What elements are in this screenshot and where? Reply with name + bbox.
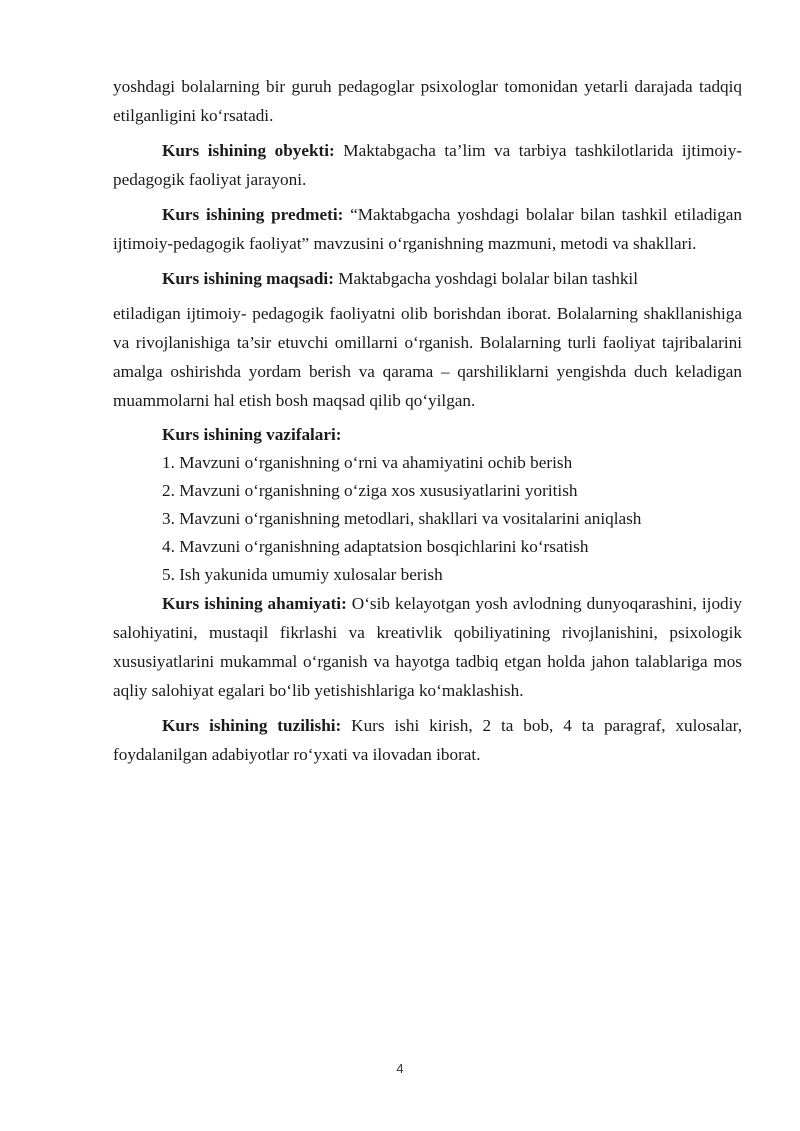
subject-paragraph <box>113 200 742 258</box>
tasks-label: Kurs ishining vazifalari: <box>162 425 342 444</box>
object-text: Maktabgacha ta’lim va tarbiya tashkilotlarida ijtimoiy-pedagogik faoliyat jarayoni. <box>113 141 743 189</box>
intro-continuation-paragraph: yoshdagi bolalarning bir guruh pedagoglar psixologlar tomonidan yetarli darajada tadqiq etilganligini ko‘rsatadi. <box>113 77 742 125</box>
tasks-list <box>113 449 742 589</box>
importance-label: Kurs ishining ahamiyati: <box>162 594 347 613</box>
page-number: 4 <box>396 1061 404 1076</box>
list-item: 4. Mavzuni o‘rganishning adaptatsion bosqichlarini ko‘rsatish <box>162 537 589 556</box>
structure-label: Kurs ishining tuzilishi: <box>162 716 342 735</box>
importance-paragraph <box>113 589 742 705</box>
list-item: 2. Mavzuni o‘rganishning o‘ziga xos xususiyatlarini yoritish <box>162 481 578 500</box>
goal-paragraph: etiladigan ijtimoiy- pedagogik faoliyatni olib borishdan iborat. Bolalarning shakllanishiga va rivojlanishiga ta’sir etuvchi omillarni o‘rganish. Bolalarning turli faoliyat tajribalarini amalga oshirishda yordam berish va qarama – qarshiliklarni yengishda duch keladigan muammolarni hal etish bosh maqsad qilib qo‘yilgan. <box>113 304 742 410</box>
structure-paragraph <box>113 711 742 769</box>
document-page <box>113 72 742 769</box>
goal-label: Kurs ishining maqsadi: <box>162 269 334 288</box>
object-label: Kurs ishining obyekti: <box>162 141 335 160</box>
goal-first-line <box>113 264 742 293</box>
goal-first-line-text: Maktabgacha yoshdagi bolalar bilan tashkil <box>333 269 638 288</box>
tasks-heading <box>113 421 742 449</box>
list-item: 1. Mavzuni o‘rganishning o‘rni va ahamiyatini ochib berish <box>162 453 573 472</box>
structure-text: Kurs ishi kirish, 2 ta bob, 4 ta paragraf, xulosalar, foydalanilgan adabiyotlar ro‘yxati va ilovadan iborat. <box>113 716 742 764</box>
subject-label: Kurs ishining predmeti: <box>162 205 344 224</box>
subject-text: “Maktabgacha yoshdagi bolalar bilan tashkil etiladigan ijtimoiy-pedagogik faoliyat” mavzusini o‘rganishning mazmuni, metodi va shakllari. <box>113 205 743 253</box>
object-paragraph <box>113 136 742 194</box>
importance-text: O‘sib kelayotgan yosh avlodning dunyoqarashini, ijodiy salohiyatini, mustaqil fikrlashi va kreativlik qobiliyatining rivojlanishini, psixologik xususiyatlarini mukammal o‘rganish va hayotga tadbiq etgan holda jahon talablariga mos aqliy salohiyat egalari bo‘lib yetishishlariga ko‘maklashish. <box>113 594 743 700</box>
list-item: 3. Mavzuni o‘rganishning metodlari, shakllari va vositalarini aniqlash <box>162 509 642 528</box>
list-item: 5. Ish yakunida umumiy xulosalar berish <box>162 565 443 584</box>
